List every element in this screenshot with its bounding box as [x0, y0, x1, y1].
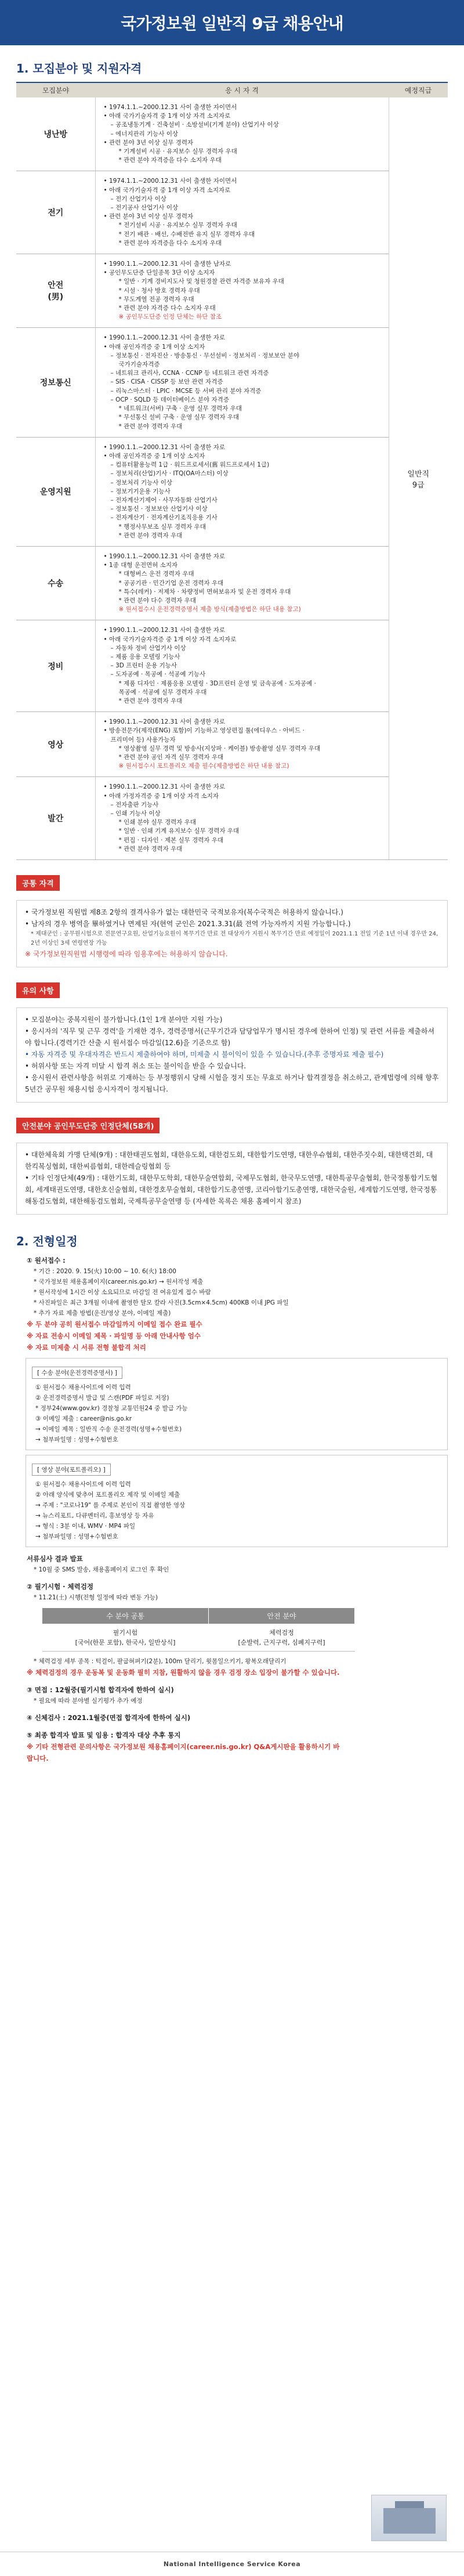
qualification-line: * 특수(레커) · 저제차 · 차량정비 면허보유자 및 운전 경력자 우대 — [118, 588, 291, 595]
martial-line: • 대한체육회 가맹 단체(9개) : 대한태권도협회, 대한유도회, 대한검도회, 대한합기도연맹, 대한우슈협회, 대한주짓수회, 대한택견회, 대한킥복싱협회, 대한씨름협회, 대한레슬링협회 등 — [25, 1151, 433, 1171]
field-name: 정보통신 — [16, 328, 95, 437]
qualification-line: * 관련 분야 다수 경력자 우대 — [118, 597, 197, 604]
qualification-line: * 전기설비 시공 · 유지보수 실무 경력자 우대 — [118, 222, 237, 229]
schedule-list-3 — [16, 1667, 341, 1764]
common-line: ※ 국가정보원직원법 시행령에 따라 임용후에는 허용하지 않습니다. — [25, 950, 228, 959]
exam-header-common: 수 분야 공통 — [42, 1608, 209, 1624]
qualification-table — [16, 82, 448, 860]
schedule-line: ※ 자료 전송시 이메일 제목 · 파일명 등 아래 안내사항 엄수 — [27, 1332, 201, 1341]
driving-line: ③ 이메일 제출 : career@nis.go.kr — [35, 1415, 132, 1423]
header-banner — [0, 0, 464, 45]
driving-line: ① 원서접수 채용사이트에 이력 입력 — [35, 1384, 131, 1392]
driving-line: → 첨부파일명 : 성명+수험번호 — [35, 1436, 118, 1444]
qualification-line: * 시설 · 청사 방호 경력자 우대 — [118, 287, 200, 294]
column-header-qualification: 응 시 자 격 — [95, 82, 389, 97]
qualification-line: – 정보통신 · 정보보안 산업기사 이상 — [110, 505, 208, 513]
qualification-line: • 1990.1.1.~2000.12.31 사이 출생한 자로 — [103, 718, 226, 726]
qualification-line: • 공인무도단증 단일종목 3단 이상 소지자 — [103, 269, 215, 277]
column-header-field: 모집분야 — [16, 82, 95, 97]
qualification-line: • 1990.1.1.~2000.12.31 사이 출생한 자로 — [103, 443, 226, 451]
martial-line: • 기타 인정단체(49개) : 대한기도회, 대한무도학회, 대한무술연합회, 국제무도협회, 한국무도연맹, 대한특공무술협회, 한국정통합기도협회, 세계태권도연맹, 대한호신술협회, 대한경호무술협회, 대한합기도총연맹, 코리아합기도총연맹, 대한국술원, 세계합기도연맹, 한국정통해동검도협회, 대한해동검도협회, 국제특공무술연맹 등 (자세한 목록은 채용 홈페이지 참조) — [25, 1174, 438, 1206]
table-row — [16, 546, 448, 620]
qualification-line: • 1990.1.1.~2000.12.31 사이 출생한 남자로 — [103, 261, 231, 268]
table-row — [16, 254, 448, 328]
qualification-line: * 전기 배관 · 배선, 수배전반 유지 실무 경력자 우대 — [118, 230, 255, 238]
common-line: • 남자의 경우 병역을 畢하였거나 면제된 자(현역 군인은 2021.3.31(最 전역 가능자까지 지원 가능합니다.) — [25, 920, 351, 928]
exam-note: * 체력검정 세부 종목 : 턱걸이, 팔굽혀펴기(2분), 100m 달리기, 윗몸일으키기, 왕복오래달리기 — [34, 1658, 287, 1665]
qualification-line: – OCP · SQLD 등 데이터베이스 분야 자격증 — [110, 396, 229, 403]
qualification-cell — [95, 254, 389, 328]
qualification-line: – 정보기기운용 기능사 — [110, 487, 171, 495]
qualification-line: ※ 원서접수시 포트폴리오 제출 필수(제출방법은 하단 내용 참고) — [118, 763, 289, 770]
qualification-line: * 일반 · 인쇄 기계 유지보수 실무 경력자 우대 — [118, 828, 240, 835]
schedule-line: * 필요에 따라 분야별 실기평가 추가 예정 — [34, 1697, 143, 1705]
table-row — [16, 620, 448, 712]
field-name: 안전 (男) — [16, 254, 95, 328]
qualification-line: * 무도계열 전공 경력자 우대 — [118, 295, 194, 303]
qualification-line: – 전자계산기 · 전자계산기조직응용 기사 — [110, 514, 217, 522]
qualification-line: * 관련 분야 자격증을 다수 소지자 우대 — [118, 239, 222, 247]
notice-line: • 허위사항 또는 자격 미달 시 합격 취소 또는 불이익을 받을 수 있습니다. — [25, 1062, 246, 1071]
notice-line: • 모집분야는 중복지원이 불가합니다.(1인 1개 분야만 지원 가능) — [25, 1016, 223, 1024]
qualification-line: – 컴퓨터활용능력 1급 · 워드프로세서(舊 워드프로세서 1급) — [110, 461, 270, 469]
qualification-line: – 전기공사 산업기사 이상 — [110, 204, 179, 212]
qualification-line: – 인쇄 기능사 이상 — [110, 810, 161, 818]
nis-building-image — [371, 2495, 447, 2541]
qualification-cell — [95, 328, 389, 437]
qualification-line: • 아래 국가기술자격증 중 1개 이상 자격 소지자로 — [103, 635, 237, 643]
common-qualification-box — [16, 900, 448, 967]
qualification-line: * 편집 · 디자인 · 제본 실무 경력자 우대 — [118, 836, 224, 844]
qualification-line: – 전자계산기제어 · 사무자동화 산업기사 — [110, 496, 217, 504]
qualification-line: – SIS · CISA · CISSP 등 보안 관련 자격증 — [110, 378, 223, 386]
qualification-line: • 아래 공인자격증 중 1개 이상 소지자 — [103, 343, 205, 351]
qualification-line: • 아래 공인자격증 중 1개 이상 소지자 — [103, 452, 205, 460]
driving-line: → 이메일 제목 : 일반직 수송 운전경력(성명+수험번호) — [35, 1426, 182, 1433]
qualification-cell — [95, 620, 389, 712]
schedule-line: * 국가정보원 채용홈페이지(career.nis.go.kr) → 원서작성 제출 — [34, 1278, 204, 1286]
qualification-line: • 1974.1.1.~2000.12.31 사이 출생한 자이면서 — [103, 178, 237, 185]
qualification-line: * 관련 분야 공인 자격 실무 경력자 우대 — [118, 754, 224, 761]
video-line: → 주제 : "코로나19" 를 주제로 본인이 직접 촬영한 영상 — [35, 1502, 186, 1509]
qualification-line: • 1종 대형 운전면허 소지자 — [103, 562, 178, 569]
column-header-grade: 예정직급 — [389, 82, 448, 97]
qualification-line: * 관련 분야 경력자 우대 — [118, 697, 183, 704]
qualification-line: * 네트워크(서버) 구축 · 운영 실무 경력자 우대 — [118, 405, 242, 413]
table-row — [16, 437, 448, 546]
qualification-line: * 제품 디자인 · 제품응용 모델링 · 3D프린터 운영 및 금속공예 · 도자공예 · — [118, 680, 316, 687]
qualification-line: – 리눅스마스터 · LPIC · MCSE 등 서버 관리 분야 자격증 — [110, 387, 262, 395]
schedule-line: ※ 자료 미제출 시 서류 전형 불합격 처리 — [27, 1343, 146, 1352]
schedule-line: * 기간 : 2020. 9. 15(火) 10:00 ~ 10. 6(火) 18:00 — [34, 1268, 176, 1276]
notice-tag: 유의 사항 — [16, 982, 60, 998]
schedule-line: ※ 기타 전형관련 문의사항은 국가정보원 채용홈페이지(career.nis.go.kr) Q&A게시판을 활용하시기 바랍니다. — [27, 1743, 340, 1763]
exam-cell-written: 필기시험 [국어(한문 포함), 한국사, 일반상식] — [42, 1624, 209, 1652]
schedule-line: 서류심사 결과 발표 — [27, 1555, 83, 1563]
video-line: → 형식 : 3분 이내, WMV · MP4 파일 — [35, 1523, 136, 1530]
field-name: 정비 — [16, 620, 95, 712]
schedule-line: * 원서작성에 1시간 이상 소요되므로 마감일 전 여유있게 접수 바람 — [34, 1289, 211, 1296]
qualification-line: * 기계설비 시공 · 유지보수 실무 경력자 우대 — [118, 148, 237, 156]
common-line: • 국가정보원 직원법 제8조 2항의 결격사유가 없는 대한민국 국적보유자(복수국적은 허용하지 않습니다.) — [25, 908, 343, 917]
qualification-line: – 정보처리(산업)기사 · ITQ(OA마스터) 이상 — [110, 470, 229, 478]
qualification-line: • 아래 국가기술자격 중 1개 이상 자격 소지자로 — [103, 113, 231, 120]
field-name: 발간 — [16, 777, 95, 860]
martial-arts-box — [16, 1143, 448, 1215]
table-row — [16, 171, 448, 254]
qualification-cell — [95, 546, 389, 620]
table-row — [16, 712, 448, 777]
video-line: → 뉴스리포트, 다큐멘터리, 홍보영상 등 자유 — [35, 1512, 154, 1520]
notice-line: • 자동 자격증 및 우대자격은 반드시 제출하여야 하며, 미제출 시 불이익이 있을 수 있습니다.(추후 증명자료 제출 필수) — [25, 1050, 384, 1059]
video-line: ① 원서접수 채용사이트에 이력 입력 — [35, 1481, 131, 1488]
video-box-title: [ 영상 분야(포트폴리오) ] — [32, 1464, 111, 1476]
footer — [0, 2552, 464, 2576]
qualification-line: * 대형버스 운전 경력자 우대 — [118, 570, 194, 578]
qualification-line: • 관련 분야 3년 이상 실무 경력자 — [103, 213, 194, 221]
schedule-line: ※ 두 분야 공히 원서접수 마감일까지 이메일 접수 완료 필수 — [27, 1320, 202, 1329]
page-title: 국가정보원 일반직 9급 채용안내 — [121, 14, 343, 33]
qualification-line: • 아래 가정자격증 중 1개 이상 자격 소지자 — [103, 792, 219, 800]
schedule-line: * 10월 중 SMS 발송, 채용홈페이지 로그인 후 확인 — [34, 1566, 169, 1574]
schedule-line: ※ 체력검정의 경우 운동복 및 운동화 필히 지참, 원활하지 않을 경우 검정 장소 입장이 불가할 수 있습니다. — [27, 1668, 340, 1677]
exam-cell-physical: 체력검정 [순발력, 근지구력, 심폐지구력] — [209, 1624, 355, 1652]
common-qualification-tag: 공통 자격 — [16, 875, 60, 891]
qualification-line: 목공예 · 석공예 실무 경력자 우대 — [118, 688, 207, 696]
qualification-line: • 1990.1.1.~2000.12.31 사이 출생한 자로 — [103, 627, 226, 634]
table-row — [16, 328, 448, 437]
qualification-cell — [95, 777, 389, 860]
qualification-line: – 에너지관리 기능사 이상 — [110, 130, 179, 138]
qualification-line: ※ 공인무도단증 인정 단체는 하단 참조 — [118, 313, 222, 321]
qualification-cell — [95, 437, 389, 546]
driving-line: * 정부24(www.gov.kr) 경찰청 교통민원24 중 발급 가능 — [35, 1405, 188, 1412]
martial-arts-tag: 안전분야 공인무도단증 인정단체(58개) — [16, 1118, 160, 1133]
common-line: * 제대군인 : 공무원시험으로 전문연구요원, 산업기능요원이 복무기간 만료 전 대상자가 지원시 복무기간 만료 예정일이 2021.1.1 전일 기준 1년 이내 경우만 24, 2년 이상인 3세 연령연장 가능 — [31, 931, 438, 947]
schedule-line: * 11.21(土) 시행(전형 일정에 따라 변동 가능) — [34, 1594, 158, 1602]
qualification-line: – 정보처리 기능사 이상 — [110, 479, 173, 486]
qualification-line: • 방송전문가(제작(ENG) 포함)이 기능하고 영상편집 툴(에디우스 · 아비드 · — [103, 727, 304, 735]
qualification-line: • 1990.1.1.~2000.12.31 사이 출생한 자로 — [103, 783, 226, 791]
notice-box — [16, 1007, 448, 1103]
driving-box-title: [ 수송 분야(운전경력증명서) ] — [32, 1367, 122, 1379]
qualification-line: * 관련 분야 경력자 우대 — [118, 845, 183, 852]
qualification-cell — [95, 171, 389, 254]
exam-table — [42, 1607, 355, 1652]
notice-line: • 응시원서 관련사항을 허위로 기재하는 등 부정행위시 당해 시험을 정지 또는 무효로 하거나 합격결정을 취소하고, 관계법령에 의해 향후 5년간 공무원 채용시험 응시자격이 정지됩니다. — [25, 1074, 439, 1094]
qualification-line: – 3D 프린터 운용 기능사 — [110, 662, 177, 670]
qualification-line: * 관련 분야 자격증 다수 소지자 우대 — [118, 305, 216, 312]
section2-title: 2. 전형일정 — [16, 1234, 78, 1249]
qualification-line: – 전자출판 기능사 — [110, 801, 159, 808]
field-name: 냉난방 — [16, 97, 95, 171]
exam-header-security: 안전 분야 — [209, 1608, 355, 1624]
schedule-list — [16, 1255, 464, 1353]
schedule-line: ① 원서접수 : — [27, 1256, 66, 1265]
table-row — [16, 777, 448, 860]
qualification-line: * 공공기관 · 민간기업 운전 경력자 우대 — [118, 579, 224, 587]
qualification-line: – 네트워크 관리사, CCNA · CCNP 등 네트워크 관련 자격증 — [110, 370, 269, 377]
qualification-line: – 제품 응용 모델링 기능사 — [110, 653, 180, 660]
driving-submission-box — [26, 1358, 448, 1450]
qualification-cell — [95, 712, 389, 777]
qualification-line: * 관련 분야 경력자 우대 — [118, 532, 183, 539]
grade-cell: 일반직 9급 — [389, 97, 448, 860]
qualification-line: • 관련 분야 3년 이상 실무 경력자 — [103, 139, 194, 146]
schedule-line: * 사진파일은 최근 3개월 이내에 촬영한 탈모 칼라 사진(3.5cm×4.5cm) 400KB 이내 JPG 파일 — [34, 1299, 289, 1307]
qualification-line: – 정보통신 · 전자진산 · 방송통신 · 무선설비 · 정보처리 · 정보보안 분야 — [110, 352, 300, 359]
field-name: 전기 — [16, 171, 95, 254]
qualification-line: * 관련 분야 경력자 우대 — [118, 422, 183, 430]
qualification-line: 프리미어 등) 사용가능자 — [110, 736, 176, 743]
schedule-list-2 — [16, 1553, 464, 1603]
qualification-line: – 도자공예 · 목공예 · 석공예 기능사 — [110, 671, 206, 678]
qualification-line: ※ 원서접수시 운전경력증명서 제출 방식(제출방법은 하단 내용 참고) — [118, 606, 301, 613]
driving-line: ② 운전경력증명서 발급 및 스캔(PDF 파일로 저장) — [35, 1394, 169, 1402]
video-line: → 첨부파일명 : 성명+수험번호 — [35, 1533, 118, 1541]
qualification-line: * 관련 분야 자격증을 다수 소지자 우대 — [118, 157, 222, 164]
qualification-line: – 전기 산업기사 이상 — [110, 195, 166, 203]
qualification-line: • 1990.1.1.~2000.12.31 사이 출생한 자로 — [103, 552, 226, 560]
schedule-line: ④ 신체검사 : 2021.1월중(면접 합격자에 한하여 실시) — [27, 1714, 191, 1722]
schedule-line: ⑤ 최종 합격자 발표 및 임용 : 합격자 대상 추후 통지 — [27, 1731, 181, 1740]
qualification-line: 국가기술자격증 — [118, 361, 160, 368]
qualification-line: • 1990.1.1.~2000.12.31 사이 출생한 자로 — [103, 334, 226, 342]
qualification-line: * 일반 · 기계 경비지도사 및 청원경찰 관련 자격증 보유자 우대 — [118, 278, 284, 286]
qualification-line: • 아래 국가기술자격 중 1개 이상 자격 소지자로 — [103, 186, 231, 194]
section1-title: 1. 모집분야 및 지원자격 — [16, 62, 142, 75]
schedule-line: * 추가 자료 제출 방법(운전/영상 분야, 이메일 제출) — [34, 1310, 171, 1317]
qualification-cell — [95, 97, 389, 171]
qualification-line: * 영상촬영 실무 경력 및 방송사(지상파 · 케이블) 방송촬영 실무 경력자 우대 — [118, 745, 321, 752]
qualification-line: * 무선통신 설비 구축 · 운영 실무 경력자 우대 — [118, 414, 240, 421]
table-row — [16, 97, 448, 171]
schedule-line: ③ 면접 : 12월중(필기시험 합격자에 한하여 실시) — [27, 1686, 174, 1695]
qualification-line: – 공조냉동기계 · 건축설비 · 소방설비(기계 분야) 산업기사 이상 — [110, 121, 279, 129]
footer-text: National Intelligence Service Korea — [163, 2560, 301, 2568]
schedule-line: ② 필기시험 · 체력검정 — [27, 1583, 93, 1591]
video-line: ② 아래 양식에 맞추어 포트폴리오 제작 및 이메일 제출 — [35, 1491, 180, 1499]
video-submission-box — [26, 1455, 448, 1547]
field-name: 영상 — [16, 712, 95, 777]
field-name: 수송 — [16, 546, 95, 620]
qualification-line: * 인쇄 분야 실무 경력자 우대 — [118, 819, 197, 826]
qualification-line: • 1974.1.1.~2000.12.31 사이 출생한 자이면서 — [103, 104, 237, 111]
qualification-line: – 자동차 정비 산업기사 이상 — [110, 644, 186, 652]
qualification-line: * 행정사무보조 실무 경력자 우대 — [118, 523, 206, 530]
field-name: 운영지원 — [16, 437, 95, 546]
notice-line: • 응시자의 '직무 및 근무 경력'을 기재한 경우, 경력증명서(근무기간과 담당업무가 명시된 경우에 한하여 인정) 및 관련 서류를 제출하셔야 합니다.(경력기간 산출 시 원서접수 마감일(12.6)을 기준으로 함) — [25, 1027, 435, 1047]
